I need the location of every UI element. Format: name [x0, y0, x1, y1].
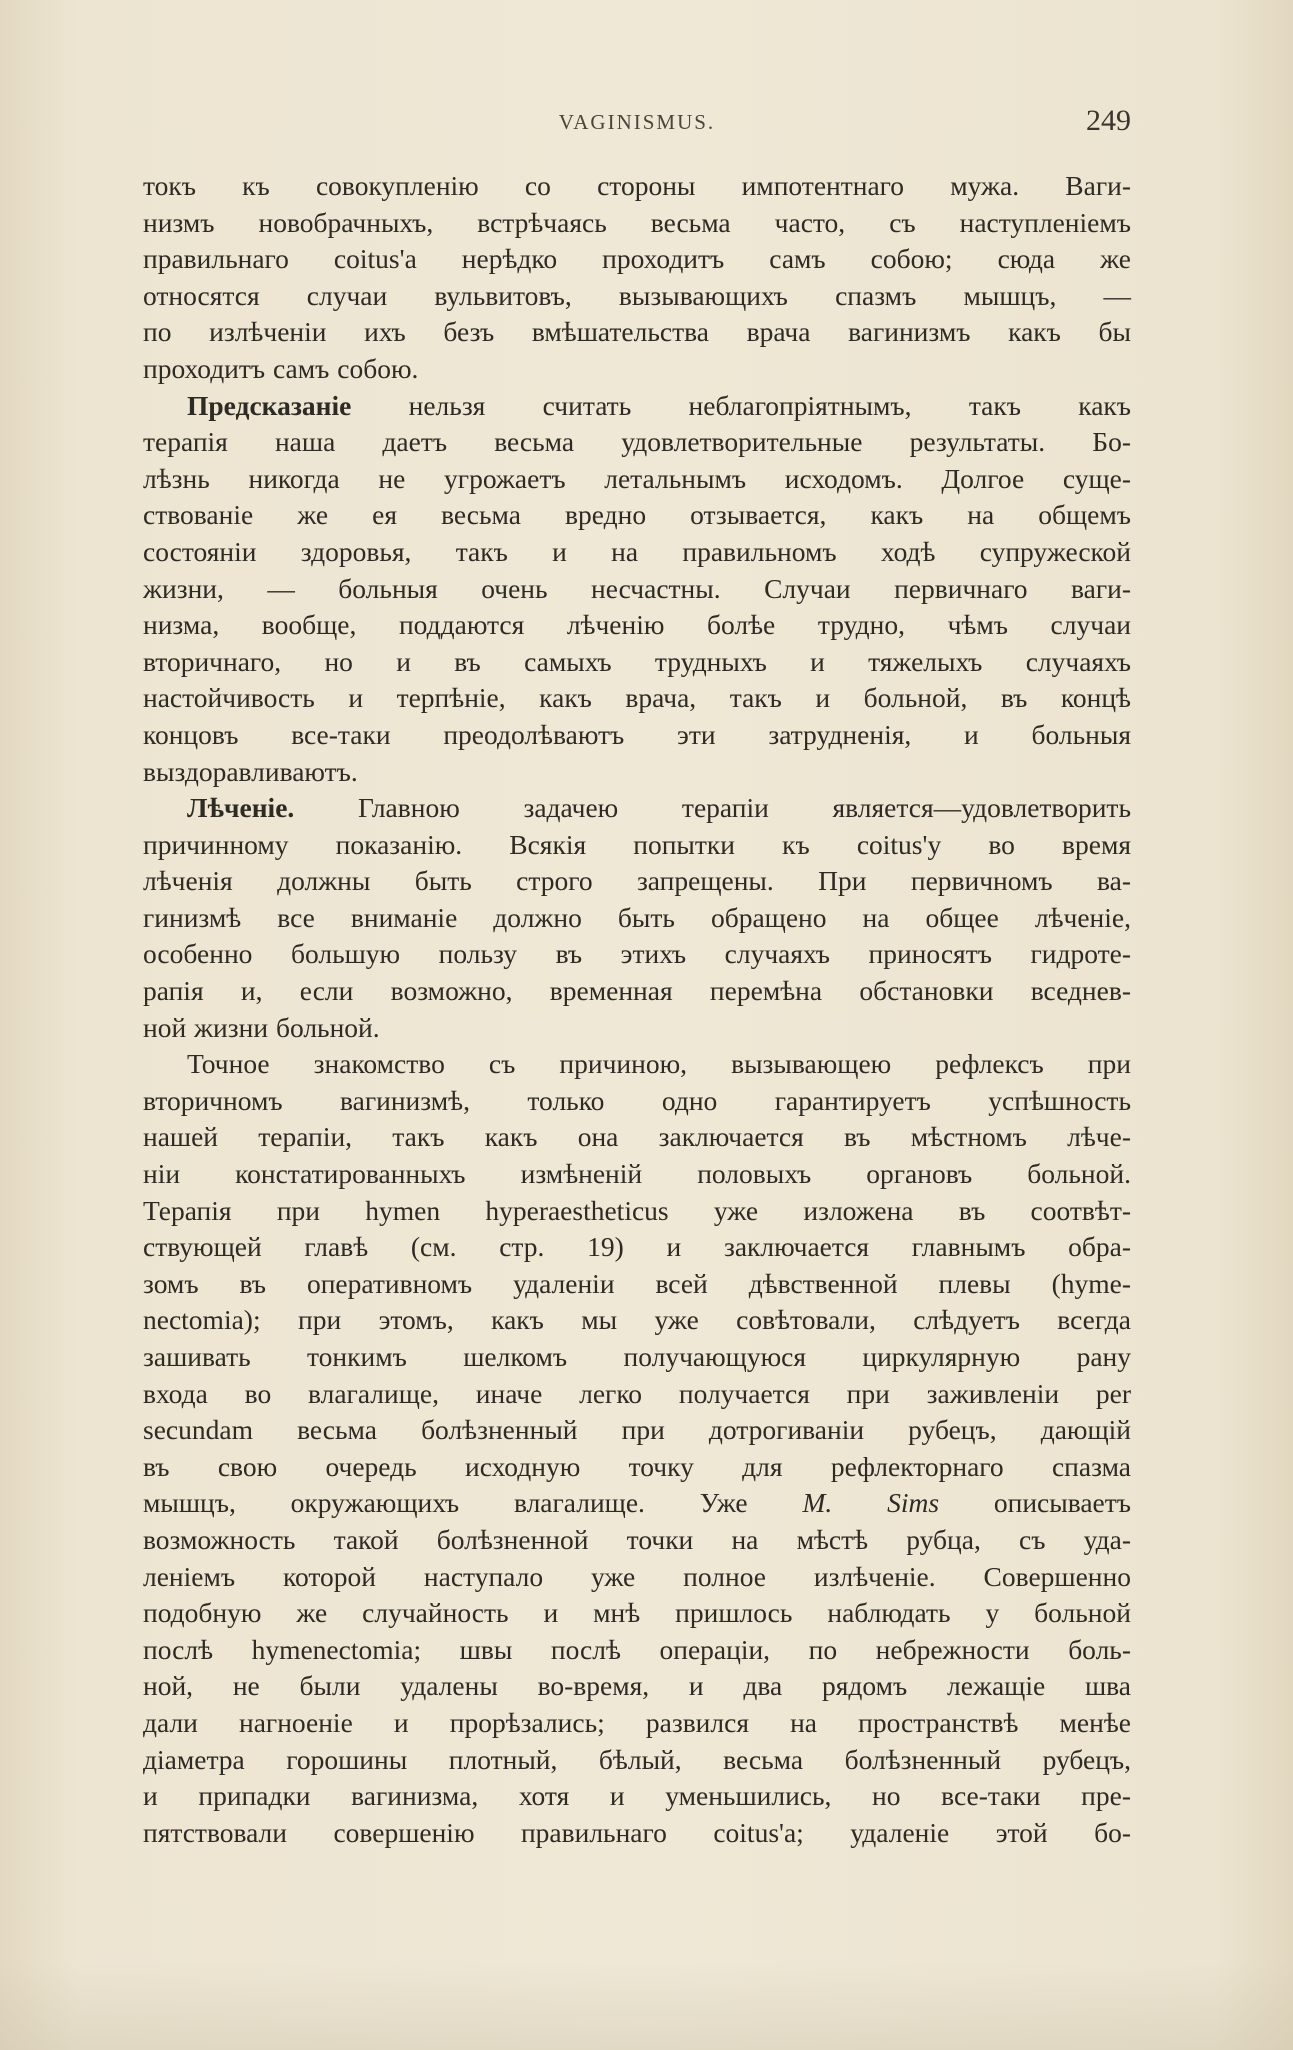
- text-line: вторичнаго, но и въ самыхъ трудныхъ и тяжелыхъ случаяхъ: [143, 645, 1131, 677]
- page-header: [143, 104, 1131, 144]
- text-line: ной, не были удалены во-время, и два рядомъ лежащіе шва: [143, 1670, 1131, 1702]
- text-line: концовъ все-таки преодолѣваютъ эти затрудненія, и больныя: [143, 718, 1131, 750]
- text-line: леніемъ которой наступало уже полное излѣченіе. Совершенно: [143, 1560, 1131, 1592]
- text-line: терапія наша даетъ весьма удовлетворительные результаты. Бо-: [143, 426, 1131, 458]
- text-line: правильнаго coitus'а нерѣдко проходитъ самъ собою; сюда же: [143, 243, 1131, 275]
- page-shadow: [0, 1960, 1293, 2050]
- text-line: относятся случаи вульвитовъ, вызывающихъ спазмъ мышцъ, —: [143, 279, 1131, 311]
- heading-treatment: Лѣченіе.: [187, 792, 295, 824]
- text-line: послѣ hymenectomia; швы послѣ операціи, по небрежности боль-: [143, 1633, 1131, 1665]
- author-name: M. Sims: [802, 1487, 940, 1519]
- text-line: ной жизни больной.: [143, 1011, 380, 1043]
- text-line: состояніи здоровья, такъ и на правильномъ ходѣ супружеской: [143, 535, 1131, 567]
- text-line: низмъ новобрачныхъ, встрѣчаясь весьма часто, съ наступленіемъ: [143, 206, 1131, 238]
- text-line: пятствовали совершенію правильнаго coitus'а; удаленіе этой бо-: [143, 1816, 1131, 1848]
- text-line-with-author: [143, 1485, 1131, 1522]
- text-line: токъ къ совокупленію со стороны импотентнаго мужа. Ваги-: [143, 170, 1131, 201]
- running-title: VAGINISMUS.: [558, 110, 716, 134]
- text-line: Точное знакомство съ причиною, вызывающею рефлексъ при: [187, 1048, 1131, 1080]
- text-line: secundam весьма болѣзненный при дотрогиваніи рубецъ, дающій: [143, 1414, 1131, 1446]
- text-line: по излѣченіи ихъ безъ вмѣшательства врача вагинизмъ какъ бы: [143, 316, 1131, 348]
- text-line: причинному показанію. Всякія попытки къ coitus'у во время: [143, 828, 1131, 860]
- text-line: вторичномъ вагинизмѣ, только одно гарантируетъ успѣшность: [143, 1084, 1131, 1116]
- body-text: [143, 168, 1131, 1851]
- text-line: ствованіе же ея весьма вредно отзывается, какъ на общемъ: [143, 499, 1131, 531]
- text-line: рапія и, если возможно, временная перемѣна обстановки вседнев-: [143, 975, 1131, 1007]
- page-number: 249: [1086, 104, 1131, 137]
- text-line: входа во влагалище, иначе легко получается при заживленіи per: [143, 1377, 1131, 1409]
- text-line: подобную же случайность и мнѣ пришлось наблюдать у больной: [143, 1597, 1131, 1629]
- text-line: лѣзнь никогда не угрожаетъ летальнымъ исходомъ. Долгое суще-: [143, 462, 1131, 494]
- text-line: нашей терапіи, такъ какъ она заключается въ мѣстномъ лѣче-: [143, 1121, 1131, 1153]
- text-line: зашивать тонкимъ шелкомъ получающуюся циркулярную рану: [143, 1341, 1131, 1372]
- text-fragment: мышцъ, окружающихъ влагалище. Уже: [143, 1487, 803, 1519]
- text-line: возможность такой болѣзненной точки на мѣстѣ рубца, съ уда-: [143, 1523, 1131, 1555]
- text-line: зомъ въ оперативномъ удаленіи всей дѣвственной плевы (hyme-: [143, 1267, 1131, 1299]
- paragraph-prognosis-first-line: [143, 388, 1131, 425]
- text-line: въ свою очередь исходную точку для рефлекторнаго спазма: [143, 1450, 1131, 1482]
- paragraph-treatment-first-line: [143, 790, 1131, 827]
- text-line: низма, вообще, поддаются лѣченію болѣе трудно, чѣмъ случаи: [143, 609, 1131, 641]
- text-fragment: Главною задачею терапіи является—удовлетворить: [294, 792, 1131, 824]
- text-line: дали нагноеніе и прорѣзались; развился на пространствѣ менѣе: [143, 1706, 1131, 1738]
- text-line: nectomia); при этомъ, какъ мы уже совѣтовали, слѣдуетъ всегда: [143, 1304, 1131, 1336]
- heading-prognosis: Предсказаніе: [187, 389, 352, 421]
- text-fragment: нельзя считать неблагопріятнымъ, такъ какъ: [351, 389, 1131, 421]
- text-line: ствующей главѣ (см. стр. 19) и заключается главнымъ обра-: [143, 1231, 1131, 1263]
- text-line: и припадки вагинизма, хотя и уменьшились, но все-таки пре-: [143, 1780, 1131, 1812]
- text-line: діаметра горошины плотный, бѣлый, весьма болѣзненный рубецъ,: [143, 1743, 1131, 1775]
- text-line: ніи констатированныхъ измѣненій половыхъ органовъ больной.: [143, 1158, 1131, 1190]
- text-fragment: описываетъ: [939, 1487, 1131, 1519]
- text-line: жизни, — больныя очень несчастны. Случаи первичнаго ваги-: [143, 572, 1131, 604]
- text-line: особенно большую пользу въ этихъ случаяхъ приносятъ гидроте-: [143, 938, 1131, 970]
- text-line: выздоравливаютъ.: [143, 755, 358, 787]
- text-line: лѣченія должны быть строго запрещены. При первичномъ ва-: [143, 865, 1131, 897]
- text-line: проходитъ самъ собою.: [143, 352, 419, 384]
- text-line: гинизмѣ все вниманіе должно быть обращено на общее лѣченіе,: [143, 901, 1131, 933]
- text-line: Терапія при hymen hyperaesthеticus уже изложена въ соотвѣт-: [143, 1194, 1131, 1226]
- text-line: настойчивость и терпѣніе, какъ врача, такъ и больной, въ концѣ: [143, 682, 1131, 714]
